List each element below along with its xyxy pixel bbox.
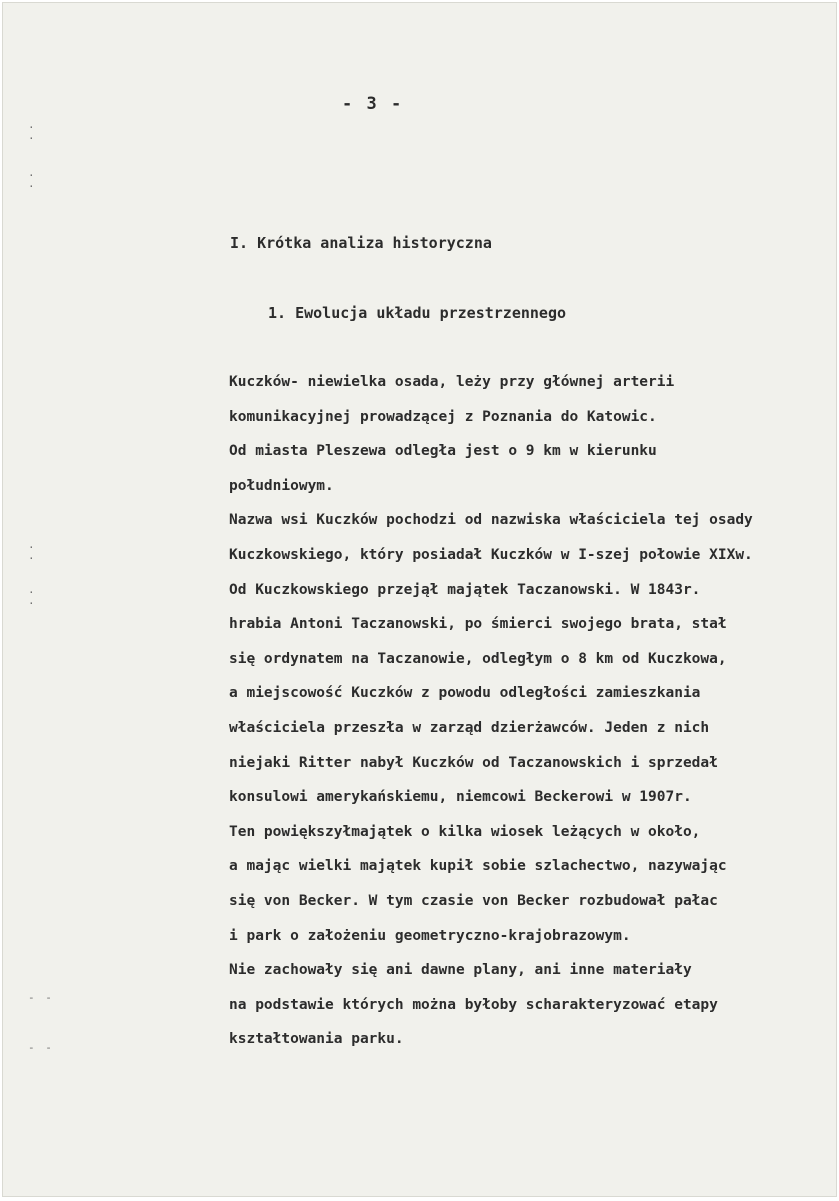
text-line: a miejscowość Kuczków z powodu odległości zamieszkania (229, 685, 701, 702)
text-line: właściciela przeszła w zarząd dzierżawców. Jeden z nich (229, 719, 710, 736)
text-line: a mając wielki majątek kupił sobie szlachectwo, nazywając (229, 858, 727, 875)
text-line: się ordynatem na Taczanowie, odległym o 8 km od Kuczkowa, (229, 650, 727, 667)
section-heading: I. Krótka analiza historyczna (230, 234, 492, 252)
text-line: się von Becker. W tym czasie von Becker rozbudował pałac (229, 892, 718, 909)
text-line: Nazwa wsi Kuczków pochodzi od nazwiska właściciela tej osady (229, 512, 753, 529)
text-line: konsulowi amerykańskiemu, niemcowi Beckerowi w 1907r. (229, 789, 692, 806)
text-line: hrabia Antoni Taczanowski, po śmierci swojego brata, stał (229, 616, 727, 633)
text-line: Nie zachowały się ani dawne plany, ani inne materiały (229, 962, 692, 979)
document-page (2, 2, 837, 1197)
margin-mark: - - (28, 991, 54, 1004)
text-line: Kuczkowskiego, który posiadał Kuczków w I-szej połowie XIXw. (229, 546, 753, 563)
subsection-heading: 1. Ewolucja układu przestrzennego (268, 304, 567, 322)
text-line: południowym. (229, 477, 334, 494)
margin-mark: · · (28, 121, 37, 145)
text-line: Od miasta Pleszewa odległa jest o 9 km w kierunku (229, 443, 657, 460)
text-line: niejaki Ritter nabył Kuczków od Taczanowskich i sprzedał (229, 754, 718, 771)
text-line: Kuczków- niewielka osada, leży przy głównej arterii (229, 374, 675, 390)
text-line: i park o założeniu geometryczno-krajobrazowym. (229, 927, 631, 944)
margin-mark: · · (28, 541, 37, 565)
body-text (229, 372, 831, 1064)
margin-mark: · · (28, 169, 37, 193)
text-line: Ten powiększyłmajątek o kilka wiosek leżących w około, (229, 823, 701, 840)
margin-mark: · · (28, 586, 37, 610)
text-line: komunikacyjnej prowadzącej z Poznania do Katowic. (229, 408, 657, 425)
text-line: Od Kuczkowskiego przejął majątek Taczanowski. W 1843r. (229, 581, 701, 598)
text-line: kształtowania parku. (229, 1031, 404, 1048)
margin-mark: - - (28, 1041, 54, 1054)
page-number: - 3 - (342, 94, 404, 114)
text-line: na podstawie których można byłoby scharakteryzować etapy (229, 996, 718, 1013)
